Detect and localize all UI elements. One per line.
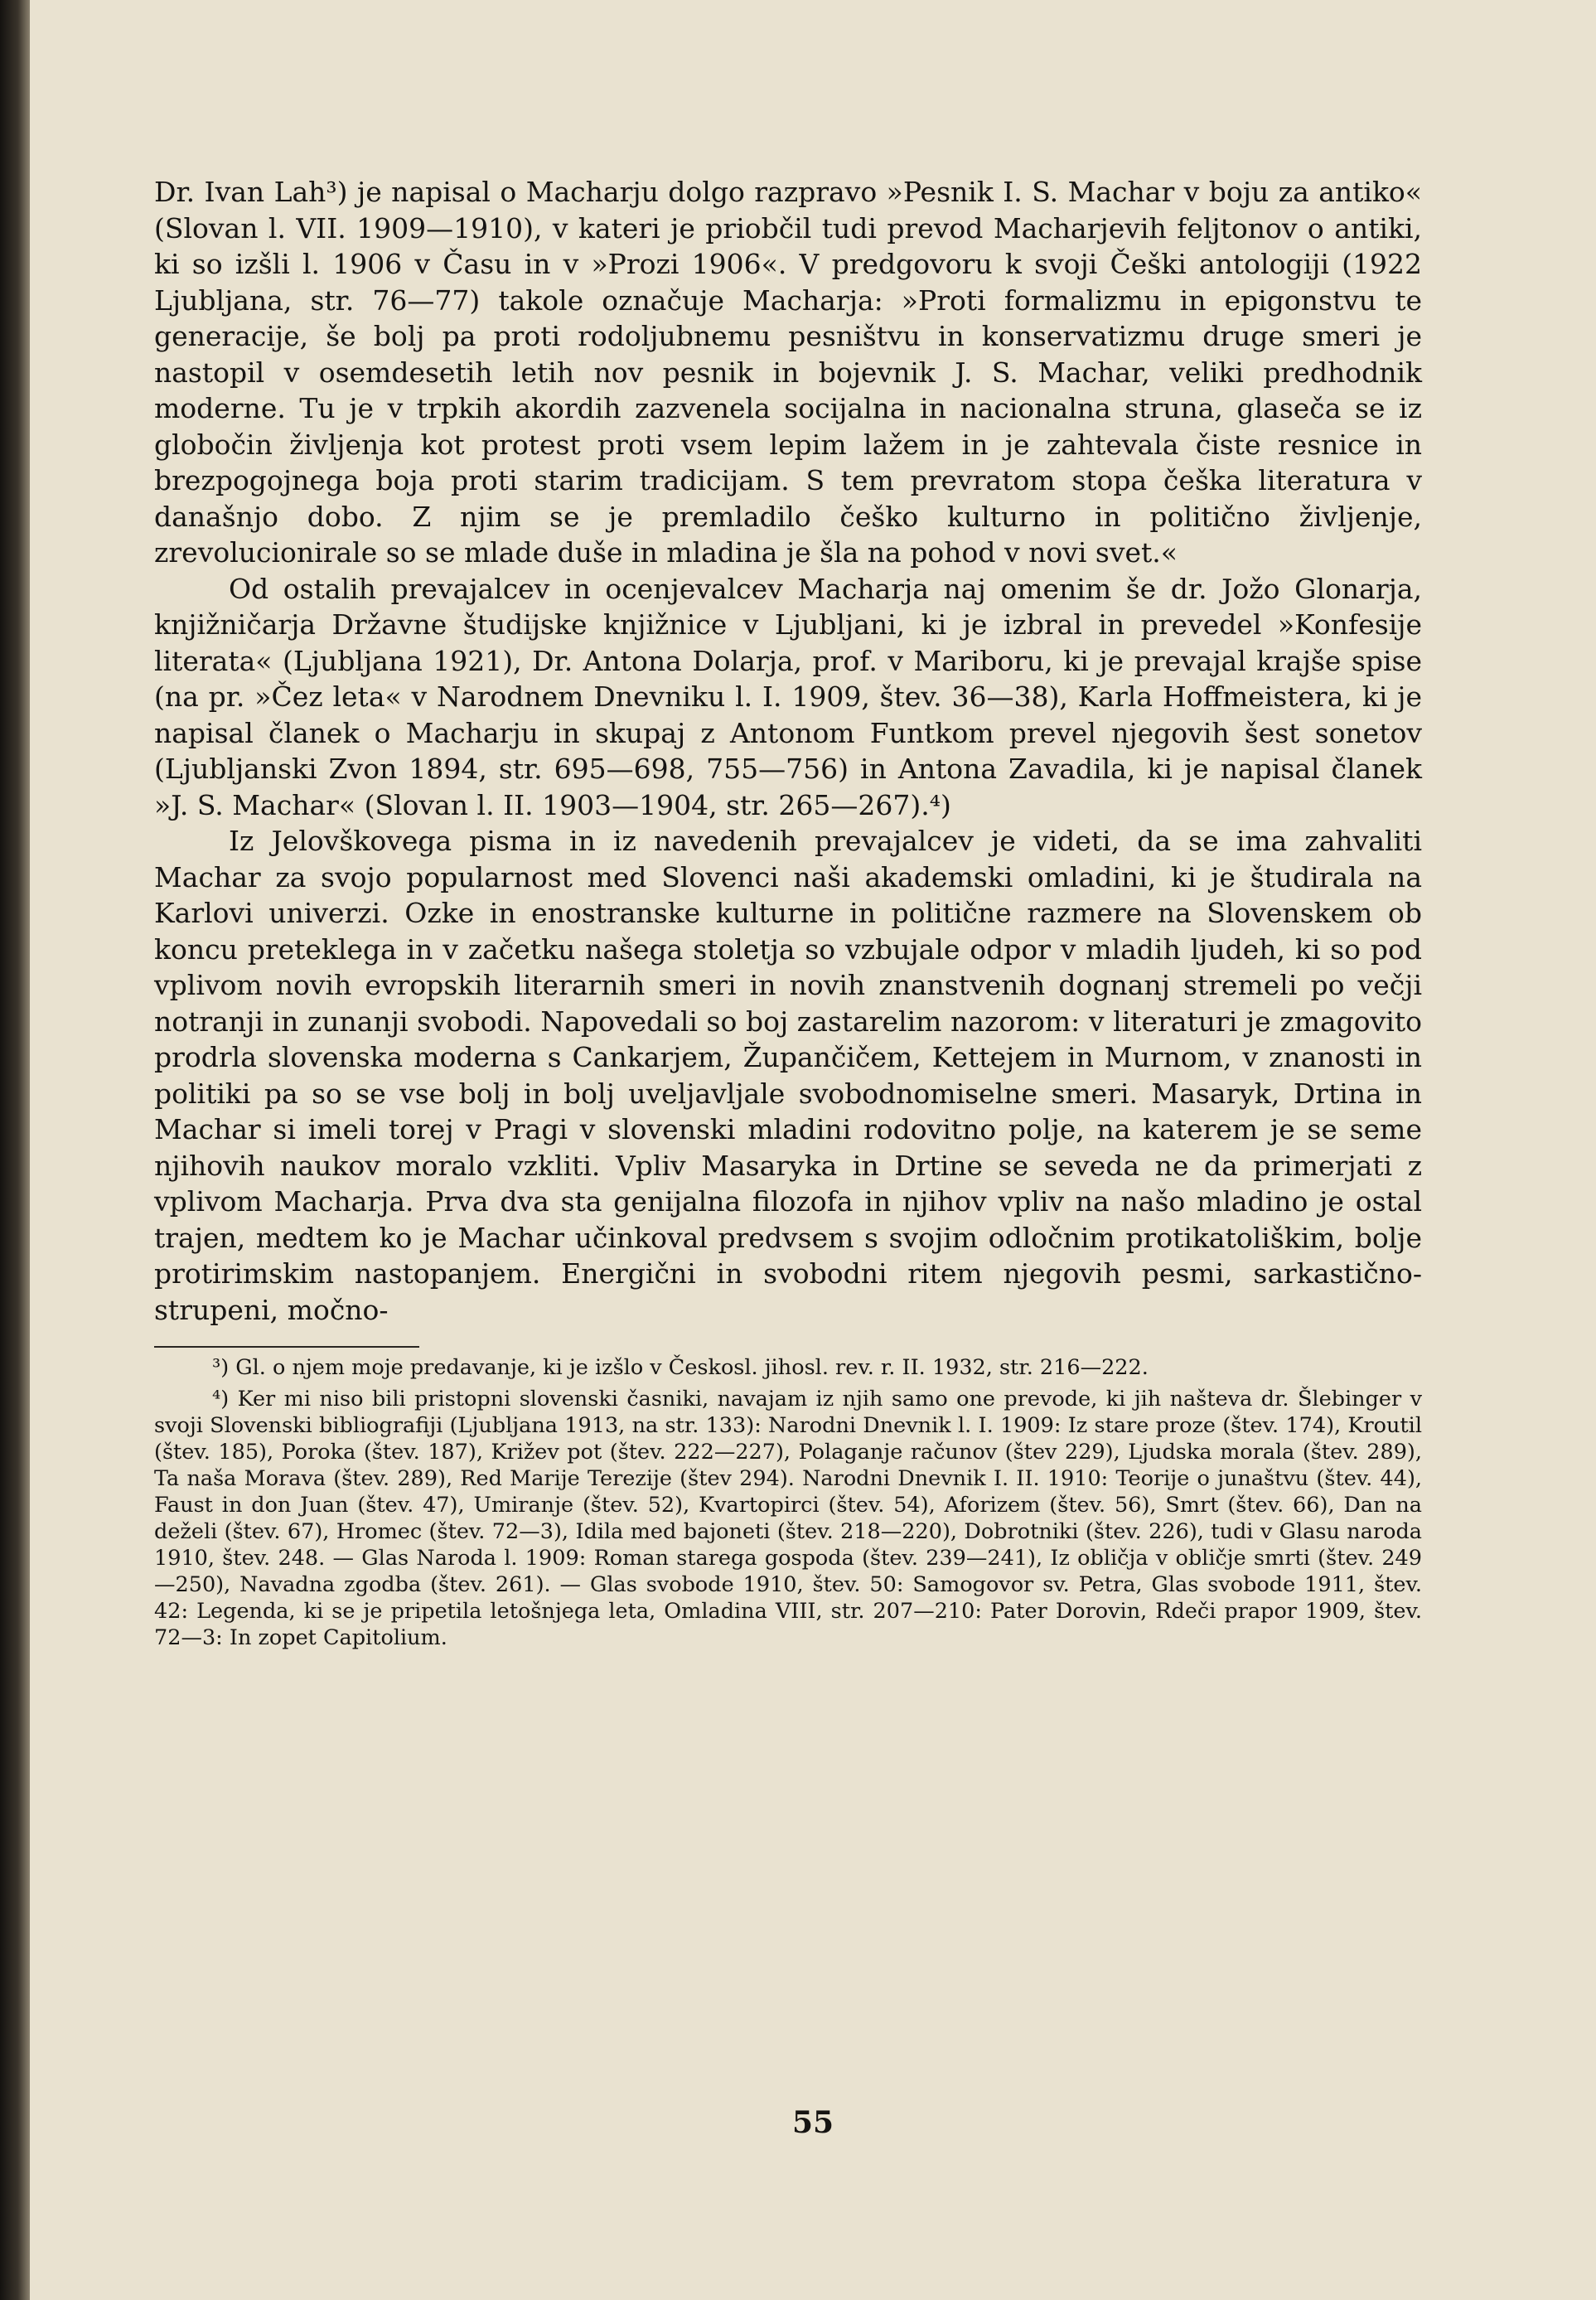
paragraph-2: Od ostalih prevajalcev in ocenjevalcev Macharja naj omenim še dr. Jožo Glonarja, knjižničarja Državne študijske knjižnice v Ljubljani, ki je izbral in prevedel »Konfesije literata« (Ljubljana 1921), Dr. Antona Dolarja, prof. v Mariboru, ki je prevajal krajše spise (na pr. »Čez leta« v Narodnem Dnevniku l. I. 1909, štev. 36—38), Karla Hoffmeistera, ki je napisal članek o Macharju in skupaj z Antonom Funtkom prevel njegovih šest sonetov (Ljubljanski Zvon 1894, str. 695—698, 755—756) in Antona Zavadila, ki je napisal članek »J. S. Machar« (Slovan l. II. 1903—1904, str. 265—267).⁴) [154,572,1422,821]
footnote-3: ³) Gl. o njem moje predavanje, ki je izšlo v Českosl. jihosl. rev. r. II. 1932, str. 216—222. [212,1355,1149,1380]
book-page [30,0,1596,2300]
book-spine-shadow [0,0,30,2300]
page-number: 55 [791,2105,834,2140]
paragraph-1: Dr. Ivan Lah³) je napisal o Macharju dolgo razpravo »Pesnik I. S. Machar v boju za antiko« (Slovan l. VII. 1909—1910), v kateri je priobčil tudi prevod Macharjevih feljtonov o antiki, ki so izšli l. 1906 v Času in v »Prozi 1906«. V predgovoru k svoji Češki antologiji (1922 Ljubljana, str. 76—77) takole označuje Macharja: »Proti formalizmu in epigonstvu te generacije, še bolj pa proti rodoljubnemu pesništvu in konservatizmu druge smeri je nastopil v osemdesetih letih nov pesnik in bojevnik J. S. Machar, veliki predhodnik moderne. Tu je v trpkih akordih zazvenela socijalna in nacionalna struna, glaseča se iz globočin življenja kot protest proti vsem lepim lažem in je zahtevala čiste resnice in brezpogojnega boja proti starim tradicijam. S tem prevratom stopa češka literatura v današnjo dobo. Z njim se je premladilo češko kulturno in politično življenje, zrevolucionirale so se mlade duše in mladina je šla na pohod v novi svet.« [154,176,1422,569]
footnotes [154,1354,1422,1651]
footnote-separator [154,1346,419,1348]
page-content [154,174,1422,1651]
body-text [154,174,1422,1328]
footnote-4: ⁴) Ker mi niso bili pristopni slovenski časniki, navajam iz njih samo one prevode, ki jih našteva dr. Šlebinger v svoji Slovenski bibliografiji (Ljubljana 1913, na str. 133): Narodni Dnevnik l. I. 1909: Iz stare proze (štev. 174), Kroutil (štev. 185), Poroka (štev. 187), Križev pot (štev. 222—227), Polaganje računov (štev 229), Ljudska morala (štev. 289), Ta naša Morava (štev. 289), Red Marije Terezije (štev 294). Narodni Dnevnik I. II. 1910: Teorije o junaštvu (štev. 44), Faust in don Juan (štev. 47), Umiranje (štev. 52), Kvartopirci (štev. 54), Aforizem (štev. 56), Smrt (štev. 66), Dan na deželi (štev. 67), Hromec (štev. 72—3), Idila med bajoneti (štev. 218—220), Dobrotniki (štev. 226), tudi v Glasu naroda 1910, štev. 248. — Glas Naroda l. 1909: Roman starega gospoda (štev. 239—241), Iz obličja v obličje smrti (štev. 249—250), Navadna zgodba (štev. 261). — Glas svobode 1910, štev. 50: Samogovor sv. Petra, Glas svobode 1911, štev. 42: Legenda, ki se je pripetila letošnjega leta, Omladina VIII, str. 207—210: Pater Dorovin, Rdeči prapor 1909, štev. 72—3: In zopet Capitolium. [154,1387,1422,1650]
paragraph-3: Iz Jelovškovega pisma in iz navedenih prevajalcev je videti, da se ima zahvaliti Machar za svojo popularnost med Slovenci naši akademski omladini, ki je študirala na Karlovi univerzi. Ozke in enostranske kulturne in politične razmere na Slovenskem ob koncu preteklega in v začetku našega stoletja so vzbujale odpor v mladih ljudeh, ki so pod vplivom novih evropskih literarnih smeri in novih znanstvenih dognanj stremeli po večji notranji in zunanji svobodi. Napovedali so boj zastarelim nazorom: v literaturi je zmagovito prodrla slovenska moderna s Cankarjem, Župančičem, Kettejem in Murnom, v znanosti in politiki pa so se vse bolj in bolj uveljavljale svobodnomiselne smeri. Masaryk, Drtina in Machar si imeli torej v Pragi v slovenski mladini rodovitno polje, na katerem je se seme njihovih naukov moralo vzkliti. Vpliv Masaryka in Drtine se seveda ne da primerjati z vplivom Macharja. Prva dva sta genijalna filozofa in njihov vpliv na našo mladino je ostal trajen, medtem ko je Machar učinkoval predvsem s svojim odločnim protikatoliškim, bolje protirimskim nastopanjem. Energični in svobodni ritem njegovih pesmi, sarkastično-strupeni, močno- [154,825,1422,1326]
